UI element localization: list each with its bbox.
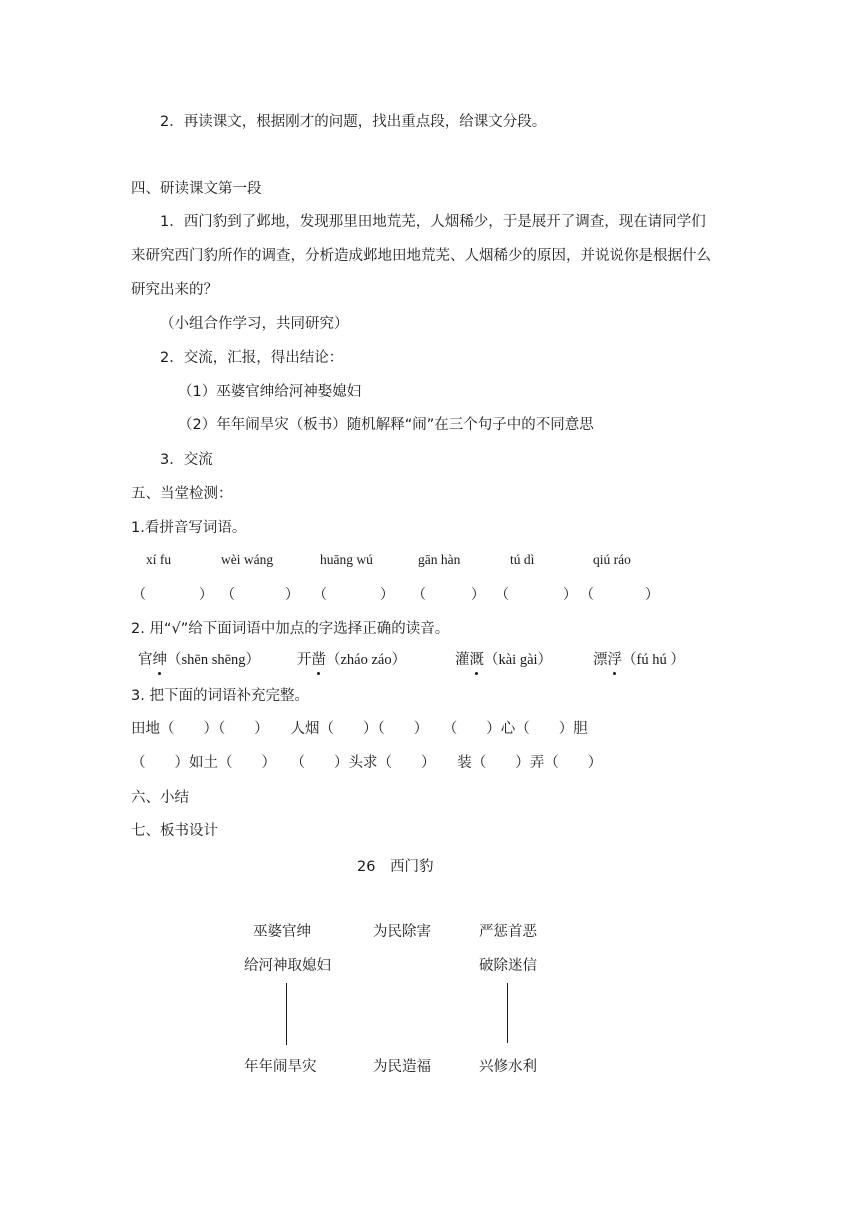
fill-in-line-1: 田地（ ）（ ） 人烟（ ）（ ） （ ）心（ ）胆: [131, 721, 588, 737]
fill-in-line-2: （ ）如土（ ） （ ）头求（ ） 装（ ）弄（ ）: [131, 755, 603, 771]
pronunciation-item: 开凿（zháo záo）: [297, 652, 407, 668]
section-4-heading: 四、研读课文第一段: [131, 181, 262, 197]
answer-paren-open: （: [495, 587, 509, 603]
answer-paren-open: （: [313, 587, 327, 603]
s4-item-3: 3．交流: [160, 452, 213, 468]
pronunciation-item: 官绅（shēn shēng）: [138, 652, 261, 668]
answer-paren-close: ）: [285, 587, 299, 603]
pinyin-item: xí fu: [146, 552, 172, 567]
board-left-top: 巫婆官绅: [253, 924, 311, 940]
pinyin-item: gān hàn: [418, 552, 461, 567]
dotted-char: 溉: [469, 652, 484, 668]
s4-item-2: 2．交流，汇报，得出结论：: [160, 350, 344, 366]
s5-question-1: 1.看拼音写词语。: [131, 520, 247, 536]
board-left-top-2: 给河神取媳妇: [244, 958, 331, 974]
s4-item-1-line-3: 研究出来的？: [131, 282, 218, 298]
s4-item-1-line-1: 1．西门豹到了邺地，发现那里田地荒芜，人烟稀少，于是展开了调查，现在请同学们: [160, 214, 706, 230]
board-connector-line-right: [507, 983, 508, 1043]
board-mid-top: 为民除害: [373, 924, 431, 940]
board-right-bottom: 兴修水利: [479, 1059, 537, 1075]
answer-paren-close: ）: [471, 587, 485, 603]
answer-paren-open: （: [580, 587, 594, 603]
s4-sub-1: （1）巫婆官绅给河神娶媳妇: [178, 384, 362, 400]
pinyin-item: qiú ráo: [593, 552, 631, 567]
board-right-top-2: 破除迷信: [479, 958, 537, 974]
pronunciation-item: 漂浮（fú hú ）: [593, 652, 685, 668]
s3-item-2: 2．再读课文，根据刚才的问题，找出重点段，给课文分段。: [160, 114, 547, 130]
s5-question-3: 3. 把下面的词语补充完整。: [131, 688, 309, 704]
s4-note: （小组合作学习，共同研究）: [160, 316, 349, 332]
answer-paren-close: ）: [563, 587, 577, 603]
dotted-char: 浮: [607, 652, 622, 668]
section-5-heading: 五、当堂检测：: [131, 486, 233, 502]
answer-paren-close: ）: [645, 587, 659, 603]
answer-paren-open: （: [132, 587, 146, 603]
pronunciation-item: 灌溉（kài gài）: [455, 652, 553, 668]
board-mid-bottom: 为民造福: [373, 1059, 431, 1075]
dotted-char: 绅: [152, 652, 167, 668]
pinyin-item: tú dì: [510, 552, 535, 567]
board-connector-line-left: [286, 983, 287, 1045]
board-left-bottom: 年年闹旱灾: [244, 1059, 317, 1075]
s5-question-2: 2. 用“√”给下面词语中加点的字选择正确的读音。: [131, 621, 450, 637]
s4-item-1-line-2: 来研究西门豹所作的调查，分析造成邺地田地荒芜、人烟稀少的原因，并说说你是根据什么: [131, 248, 711, 264]
s4-sub-2: （2）年年闹旱灾（板书）随机解释“闹”在三个句子中的不同意思: [178, 417, 594, 433]
section-7-heading: 七、板书设计: [131, 823, 218, 839]
answer-paren-close: ）: [199, 587, 213, 603]
pinyin-item: huāng wú: [320, 552, 373, 567]
pinyin-item: wèi wáng: [221, 552, 274, 567]
answer-paren-open: （: [221, 587, 235, 603]
board-title: 26 西门豹: [357, 859, 434, 875]
answer-paren-open: （: [412, 587, 426, 603]
dotted-char: 凿: [311, 652, 326, 668]
section-6-heading: 六、小结: [131, 790, 189, 806]
answer-paren-close: ）: [380, 587, 394, 603]
board-right-top: 严惩首恶: [479, 924, 537, 940]
